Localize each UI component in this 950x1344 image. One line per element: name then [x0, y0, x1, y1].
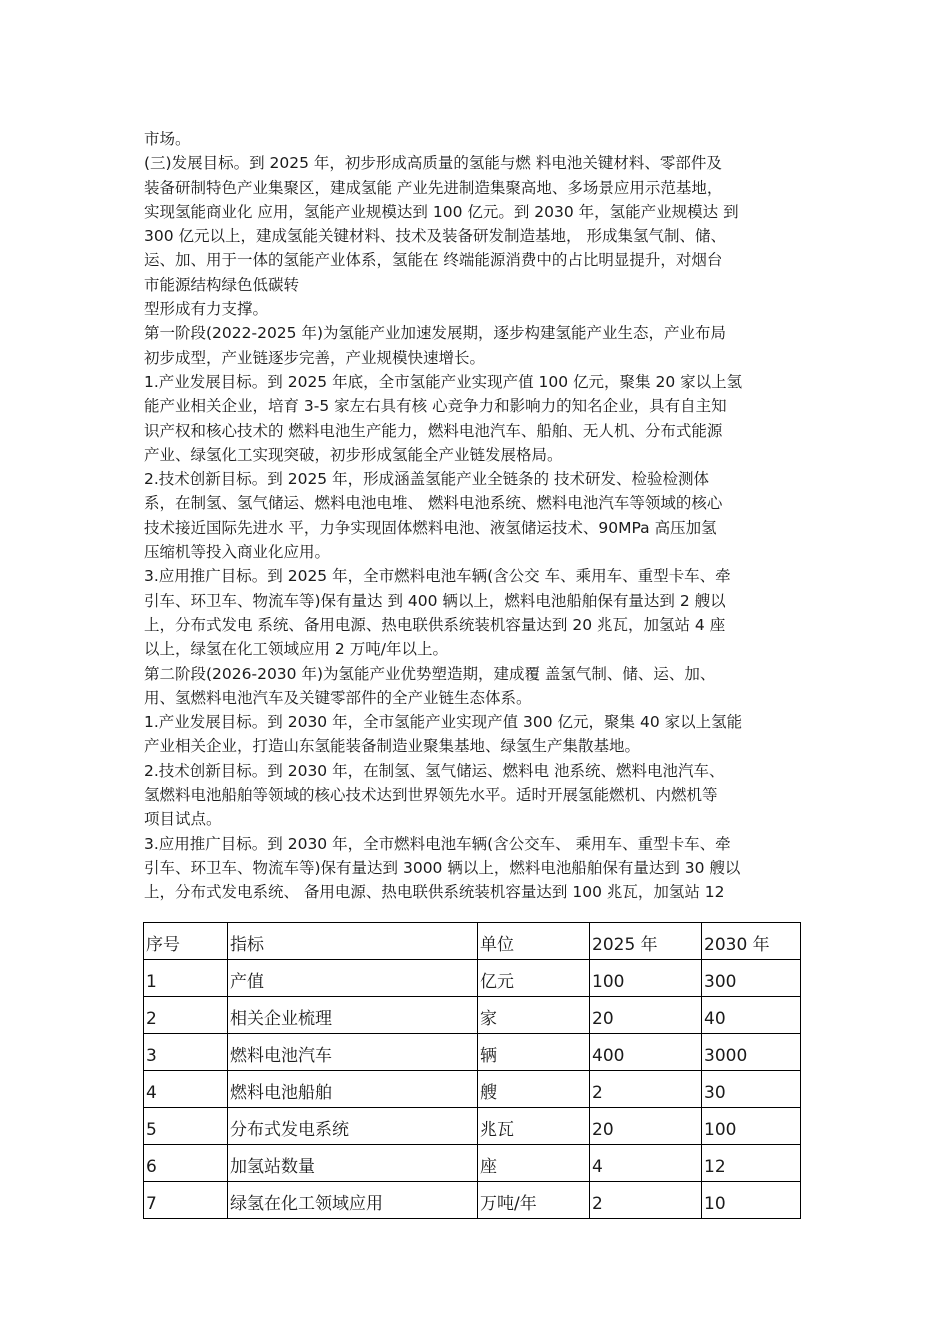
table-cell: 4: [144, 1071, 228, 1108]
table-cell: 100: [590, 960, 702, 997]
text-line: 系，在制氢、氢气储运、燃料电池电堆、 燃料电池系统、燃料电池汽车等领域的核心: [144, 494, 723, 513]
table-cell: 相关企业梳理: [228, 997, 478, 1034]
text-line: 项目试点。: [144, 810, 222, 829]
text-line: 市场。: [144, 130, 191, 148]
text-line: 型形成有力支撑。: [144, 300, 269, 319]
table-cell: 艘: [478, 1071, 590, 1108]
text-line: 以上，绿氢在化工领域应用 2 万吨/年以上。: [144, 640, 448, 659]
table-cell: 12: [702, 1145, 801, 1182]
table-cell: 万吨/年: [478, 1182, 590, 1219]
text-line: 上，分布式发电 系统、备用电源、热电联供系统装机容量达到 20 兆瓦，加氢站 4 座: [144, 615, 726, 634]
text-line: 300 亿元以上，建成氢能关键材料、技术及装备研发制造基地， 形成集氢气制、储、: [144, 227, 726, 246]
targets-table: [143, 922, 801, 1219]
table-cell: 30: [702, 1071, 801, 1108]
table-cell: 5: [144, 1108, 228, 1145]
header-cell: 2030 年: [702, 923, 801, 960]
table-row: [144, 1071, 801, 1108]
table-cell: 加氢站数量: [228, 1145, 478, 1182]
text-line: (三)发展目标。到 2025 年，初步形成高质量的氢能与燃 料电池关键材料、零部件及: [144, 154, 722, 173]
text-line: 用、氢燃料电池汽车及关键零部件的全产业链生态体系。: [144, 688, 532, 707]
body-text: [144, 127, 814, 905]
table-cell: 3000: [702, 1034, 801, 1071]
table-cell: 3: [144, 1034, 228, 1071]
table-cell: 亿元: [478, 960, 590, 997]
table-cell: 兆瓦: [478, 1108, 590, 1145]
text-line: 引车、环卫车、物流车等)保有量达 到 400 辆以上，燃料电池船舶保有量达到 2 艘以: [144, 591, 726, 610]
table-header-row: [144, 923, 801, 960]
text-line: 技术接近国际先进水 平，力争实现固体燃料电池、液氢储运技术、90MPa 高压加氢: [144, 518, 717, 537]
table-cell: 4: [590, 1145, 702, 1182]
table-cell: 辆: [478, 1034, 590, 1071]
table-row: [144, 1145, 801, 1182]
text-line: 2.技术创新目标。到 2025 年，形成涵盖氢能产业全链条的 技术研发、检验检测体: [144, 470, 710, 489]
table-cell: 6: [144, 1145, 228, 1182]
table-row: [144, 1108, 801, 1145]
text-line: 产业、绿氢化工实现突破，初步形成氢能全产业链发展格局。: [144, 445, 563, 464]
text-line: 上，分布式发电系统、 备用电源、热电联供系统装机容量达到 100 兆瓦，加氢站 12: [144, 883, 725, 902]
table-cell: 2: [590, 1182, 702, 1219]
table-cell: 2: [144, 997, 228, 1034]
text-line: 能产业相关企业，培育 3-5 家左右具有核 心竞争力和影响力的知名企业，具有自主知: [144, 397, 727, 416]
table-cell: 7: [144, 1182, 228, 1219]
text-line: 市能源结构绿色低碳转: [144, 275, 300, 294]
table-cell: 20: [590, 997, 702, 1034]
table-cell: 400: [590, 1034, 702, 1071]
table-cell: 100: [702, 1108, 801, 1145]
table-row: [144, 1182, 801, 1219]
table-cell: 2: [590, 1071, 702, 1108]
text-line: 压缩机等投入商业化应用。: [144, 543, 331, 562]
table-cell: 40: [702, 997, 801, 1034]
text-line: 运、加、用于一体的氢能产业体系，氢能在 终端能源消费中的占比明显提升，对烟台: [144, 251, 723, 270]
table-row: [144, 1034, 801, 1071]
table-cell: 1: [144, 960, 228, 997]
text-line: 装备研制特色产业集聚区，建成氢能 产业先进制造集聚高地、多场景应用示范基地，: [144, 178, 723, 197]
table-row: [144, 997, 801, 1034]
table-cell: 20: [590, 1108, 702, 1145]
table-cell: 绿氢在化工领域应用: [228, 1182, 478, 1219]
text-line: 1.产业发展目标。到 2025 年底，全市氢能产业实现产值 100 亿元，聚集 20 家以上氢: [144, 372, 743, 391]
table-cell: 300: [702, 960, 801, 997]
header-cell: 序号: [144, 923, 228, 960]
text-line: 引车、环卫车、物流车等)保有量达到 3000 辆以上，燃料电池船舶保有量达到 30 艘以: [144, 858, 741, 877]
table-cell: 10: [702, 1182, 801, 1219]
table-row: [144, 960, 801, 997]
text-line: 产业相关企业，打造山东氢能装备制造业聚集基地、绿氢生产集散基地。: [144, 737, 641, 756]
text-line: 2.技术创新目标。到 2030 年，在制氢、氢气储运、燃料电 池系统、燃料电池汽车、: [144, 761, 725, 780]
text-line: 第二阶段(2026-2030 年)为氢能产业优势塑造期，建成覆 盖氢气制、储、运、加、: [144, 664, 716, 683]
table-cell: 座: [478, 1145, 590, 1182]
text-line: 3.应用推广目标。到 2025 年，全市燃料电池车辆(含公交 车、乘用车、重型卡车、牵: [144, 567, 731, 586]
table-cell: 产值: [228, 960, 478, 997]
header-cell: 指标: [228, 923, 478, 960]
header-cell: 单位: [478, 923, 590, 960]
text-line: 实现氢能商业化 应用，氢能产业规模达到 100 亿元。到 2030 年，氢能产业规模达 到: [144, 202, 739, 221]
table-cell: 燃料电池船舶: [228, 1071, 478, 1108]
text-line: 第一阶段(2022-2025 年)为氢能产业加速发展期，逐步构建氢能产业生态，产业布局: [144, 324, 727, 343]
text-line: 氢燃料电池船舶等领域的核心技术达到世界领先水平。适时开展氢能燃机、内燃机等: [144, 786, 718, 805]
text-line: 初步成型，产业链逐步完善，产业规模快速增长。: [144, 348, 486, 367]
text-line: 1.产业发展目标。到 2030 年，全市氢能产业实现产值 300 亿元，聚集 40 家以上氢能: [144, 713, 743, 732]
table-cell: 分布式发电系统: [228, 1108, 478, 1145]
table-cell: 家: [478, 997, 590, 1034]
text-line: 3.应用推广目标。到 2030 年，全市燃料电池车辆(含公交车、 乘用车、重型卡车、牵: [144, 834, 731, 853]
header-cell: 2025 年: [590, 923, 702, 960]
text-line: 识产权和核心技术的 燃料电池生产能力，燃料电池汽车、船舶、无人机、分布式能源: [144, 421, 723, 440]
table-cell: 燃料电池汽车: [228, 1034, 478, 1071]
